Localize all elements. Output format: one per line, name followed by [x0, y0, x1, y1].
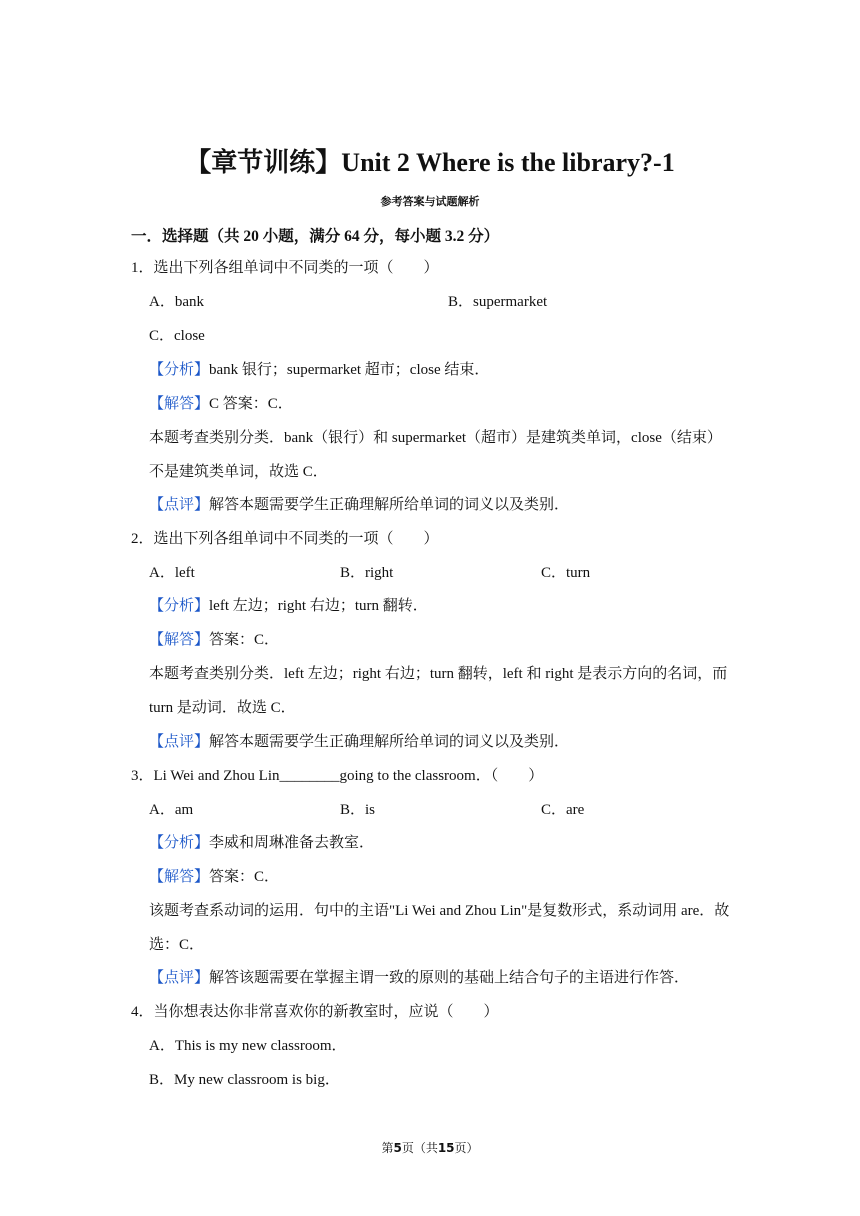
- q1-explanation-line1: 本题考查类别分类．bank（银行）和 supermarket（超市）是建筑类单词，close（结束）: [149, 430, 722, 446]
- answer-tag: 【解答】: [149, 396, 210, 412]
- q1-option-b: B．supermarket: [448, 294, 548, 310]
- q3-analysis: [149, 833, 374, 853]
- comment-tag: 【点评】: [149, 970, 210, 986]
- q1-analysis: [149, 360, 489, 380]
- q2-explanation-line2: turn 是动词．故选 C．: [149, 700, 296, 716]
- footer-page-number: 5: [393, 1141, 402, 1155]
- q2-answer: [149, 630, 279, 650]
- comment-tag: 【点评】: [149, 497, 210, 513]
- q3-analysis-text: 李威和周琳准备去教室．: [209, 835, 375, 851]
- q3-answer-text: 答案：C．: [209, 869, 280, 885]
- q1-comment-text: 解答本题需要学生正确理解所给单词的词义以及类别．: [209, 497, 570, 513]
- q2-analysis: [149, 596, 428, 616]
- analysis-tag: 【分析】: [149, 598, 210, 614]
- q3-explanation-line2: 选：C．: [149, 937, 205, 953]
- q3-comment-text: 解答该题需要在掌握主谓一致的原则的基础上结合句子的主语进行作答．: [209, 970, 690, 986]
- q2-option-a: A．left: [149, 565, 195, 581]
- q2-explanation-line1: 本题考查类别分类．left 左边；right 右边；turn 翻转，left 和 right 是表示方向的名词，而: [149, 666, 728, 682]
- q1-option-a: A．bank: [149, 294, 204, 310]
- footer-middle: 页（共: [401, 1141, 438, 1155]
- answer-tag: 【解答】: [149, 869, 210, 885]
- q4-option-b: B．My new classroom is big．: [149, 1072, 340, 1088]
- footer-suffix: 页）: [454, 1141, 479, 1155]
- q1-comment: [149, 495, 569, 515]
- q2-comment: [149, 732, 569, 752]
- answer-tag: 【解答】: [149, 632, 210, 648]
- q3-explanation-line1: 该题考查系动词的运用．句中的主语"Li Wei and Zhou Lin"是复数形式，系动词用 are．故: [149, 903, 730, 919]
- q1-explanation-line2: 不是建筑类单词，故选 C．: [149, 464, 328, 480]
- q2-option-c: C．turn: [541, 565, 591, 581]
- q2-comment-text: 解答本题需要学生正确理解所给单词的词义以及类别．: [209, 734, 570, 750]
- q1-answer: [149, 394, 293, 414]
- analysis-tag: 【分析】: [149, 835, 210, 851]
- q2-answer-text: 答案：C．: [209, 632, 280, 648]
- q1-option-c: C．close: [149, 328, 205, 344]
- q4-stem: 4．当你想表达你非常喜欢你的新教室时，应说（ ）: [131, 1004, 499, 1020]
- footer-total-pages: 15: [437, 1141, 455, 1155]
- q2-stem: 2．选出下列各组单词中不同类的一项（ ）: [131, 531, 439, 547]
- q3-stem: 3．Li Wei and Zhou Lin________going to the classroom．（ ）: [131, 768, 544, 784]
- q3-option-b: B．is: [340, 802, 376, 818]
- q2-analysis-text: left 左边；right 右边；turn 翻转．: [209, 598, 428, 614]
- comment-tag: 【点评】: [149, 734, 210, 750]
- q3-option-a: A．am: [149, 802, 194, 818]
- section-heading: 一．选择题（共 20 小题，满分 64 分，每小题 3.2 分）: [131, 228, 500, 245]
- footer-prefix: 第: [381, 1141, 394, 1155]
- q4-option-a: A．This is my new classroom．: [149, 1038, 347, 1054]
- q1-answer-text: C 答案：C．: [209, 396, 293, 412]
- page-footer: [0, 1139, 860, 1156]
- q1-analysis-text: bank 银行；supermarket 超市；close 结束．: [209, 362, 490, 378]
- q3-comment: [149, 968, 689, 988]
- q1-stem: 1．选出下列各组单词中不同类的一项（ ）: [131, 260, 439, 276]
- document-subtitle: 参考答案与试题解析: [380, 195, 480, 208]
- q2-option-b: B．right: [340, 565, 394, 581]
- document-title: 【章节训练】Unit 2 Where is the library?-1: [185, 148, 675, 177]
- analysis-tag: 【分析】: [149, 362, 210, 378]
- q3-answer: [149, 867, 279, 887]
- q3-option-c: C．are: [541, 802, 585, 818]
